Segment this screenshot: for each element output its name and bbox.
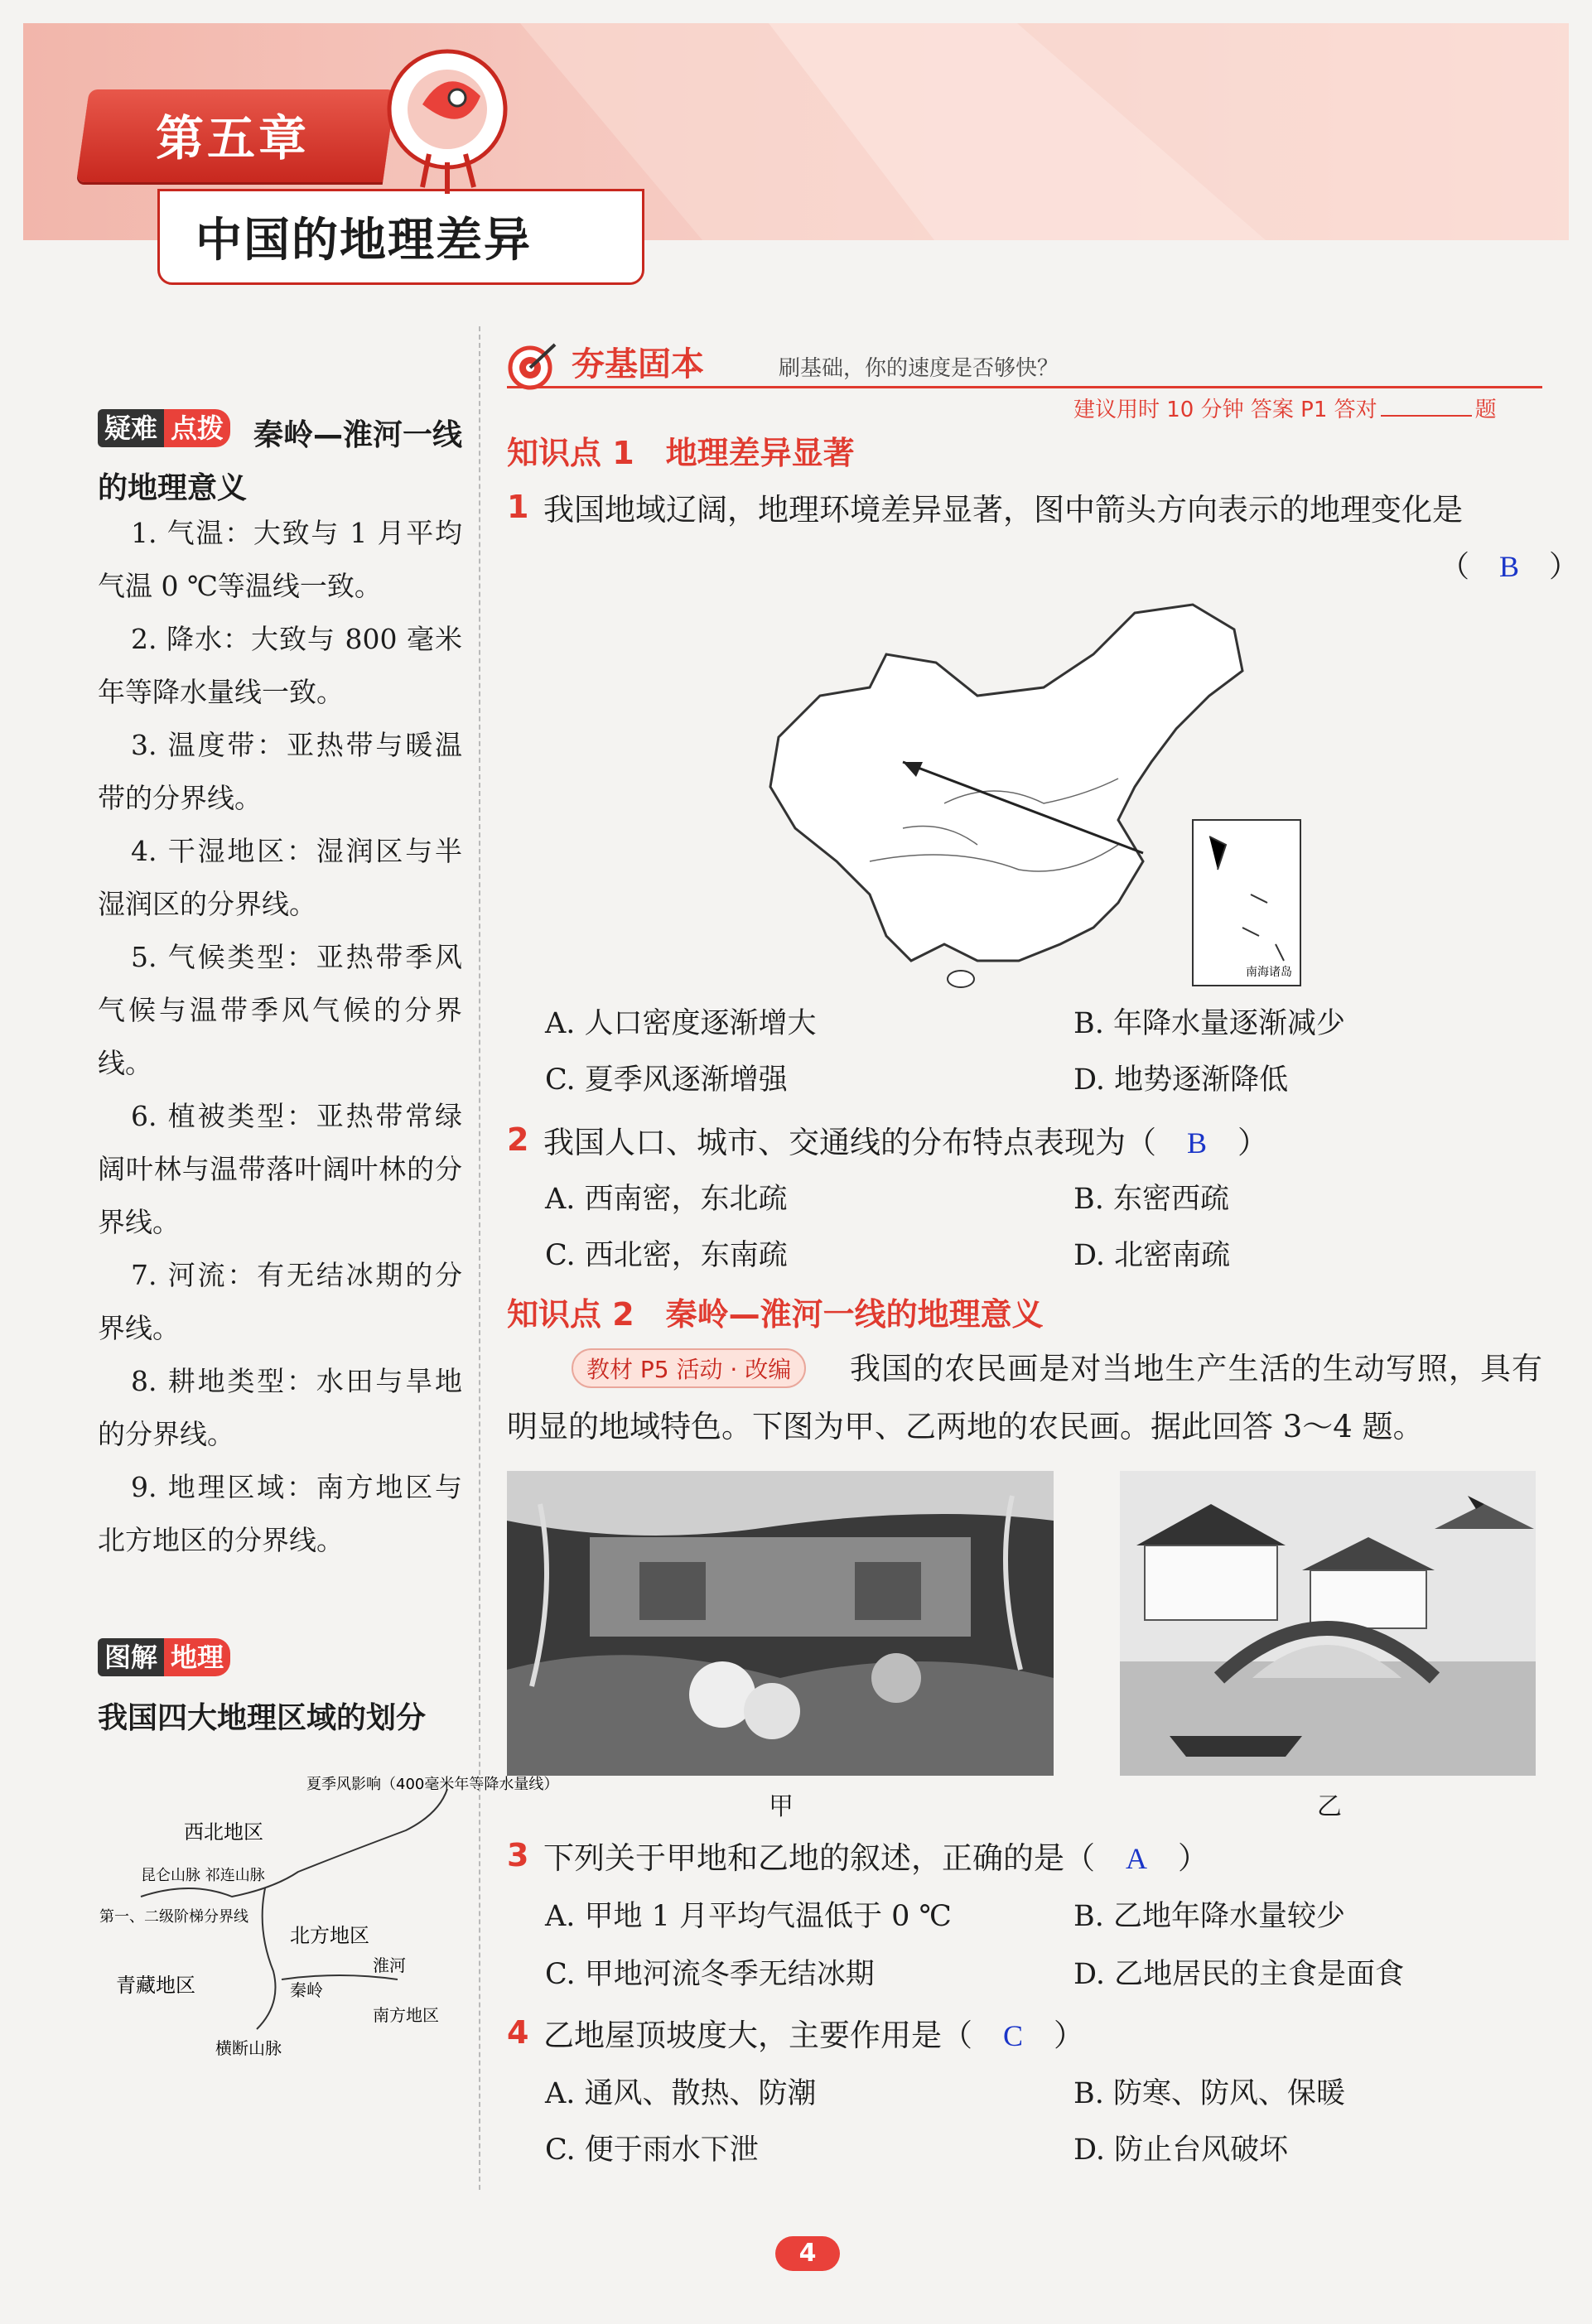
hengduan-label: 横断山脉 (215, 2038, 282, 2058)
four-regions-diagram (91, 1756, 559, 2079)
question-number: 4 (507, 2014, 529, 2051)
question-stem: 下列关于甲地和乙地的叙述，正确的是（ (543, 1840, 1095, 1876)
option-c[interactable]: C. 甲地河流冬季无结冰期 (545, 1958, 875, 1991)
tip-item: 8. 耕地类型：水田与旱地的分界线。 (98, 1365, 462, 1450)
kunlun-qilian-label: 昆仑山脉 祁连山脉 (141, 1867, 265, 1884)
option-c[interactable]: C. 便于雨水下泄 (545, 2134, 759, 2167)
option-b[interactable]: B. 防寒、防风、保暖 (1073, 2077, 1345, 2110)
tip-tag-dark: 疑难 (98, 409, 164, 447)
tip-tag-red: 点拨 (164, 409, 230, 447)
tip-item: 1. 气温：大致与 1 月平均气温 0 ℃等温线一致。 (98, 517, 462, 602)
tip-item: 4. 干湿地区：湿润区与半湿润区的分界线。 (98, 835, 462, 920)
answer-paren: （ B ） (1440, 550, 1580, 584)
tip-list (98, 507, 462, 1567)
column-divider (479, 326, 480, 2190)
section-subtitle: 刷基础，你的速度是否够快？ (779, 356, 1059, 381)
question-number: 1 (507, 489, 529, 525)
option-a[interactable]: A. 通风、散热、防潮 (545, 2077, 817, 2110)
question-text (543, 1118, 1268, 1168)
option-c[interactable]: C. 夏季风逐渐增强 (545, 1063, 788, 1097)
option-b[interactable]: B. 年降水量逐渐减少 (1073, 1007, 1345, 1040)
meta-prefix: 建议用时 10 分钟 答案 P1 答对 (1073, 398, 1377, 422)
monsoon-line-label: 夏季风影响（400毫米年等降水量线） (306, 1776, 559, 1793)
question-stem: 乙地屋顶坡度大，主要作用是（ (543, 2018, 972, 2053)
question-stem-end: ） (1054, 2018, 1085, 2053)
question-text: 我国地域辽阔，地理环境差异显著，图中箭头方向表示的地理变化是 (543, 492, 1463, 528)
option-b[interactable]: B. 乙地年降水量较少 (1073, 1900, 1345, 1933)
target-icon (507, 340, 558, 391)
option-b[interactable]: B. 东密西疏 (1073, 1183, 1229, 1216)
tip-item: 9. 地理区域：南方地区与北方地区的分界线。 (98, 1471, 462, 1556)
meta-suffix: 题 (1474, 398, 1497, 422)
option-d[interactable]: D. 北密南疏 (1073, 1239, 1231, 1272)
answer-mark: B (1187, 1126, 1208, 1160)
diagram-tag-red: 地理 (164, 1638, 230, 1676)
option-d[interactable]: D. 防止台风破坏 (1073, 2134, 1289, 2167)
textbook-source-tag: 教材 P5 活动 · 改编 (572, 1348, 806, 1388)
tip-item: 3. 温度带：亚热带与暖温带的分界线。 (98, 729, 462, 814)
option-d[interactable]: D. 乙地居民的主食是面食 (1073, 1958, 1405, 1991)
huaihe-label: 淮河 (373, 1955, 406, 1975)
correct-count-blank[interactable] (1381, 415, 1472, 417)
answer-mark: A (1126, 1842, 1147, 1875)
answer-mark: B (1499, 550, 1520, 583)
peasant-painting-jia (507, 1471, 1054, 1776)
answer-mark: C (1003, 2019, 1024, 2052)
option-a[interactable]: A. 西南密，东北疏 (545, 1183, 788, 1216)
section-meta (1073, 393, 1497, 423)
question-text (543, 2011, 1084, 2061)
china-map (745, 596, 1325, 994)
region-qingzang: 青藏地区 (116, 1974, 195, 1997)
option-d[interactable]: D. 地势逐渐降低 (1073, 1063, 1289, 1097)
region-north: 北方地区 (290, 1924, 369, 1947)
option-a[interactable]: A. 甲地 1 月平均气温低于 0 ℃ (545, 1900, 952, 1933)
option-a[interactable]: A. 人口密度逐渐增大 (545, 1007, 817, 1040)
knowledge-point-1: 知识点 1 地理差异显著 (507, 435, 855, 471)
question-stem: 我国人口、城市、交通线的分布特点表现为（ (543, 1125, 1156, 1160)
caption-yi: 乙 (1317, 1792, 1342, 1821)
material-intro: 我国的农民画是对当地生产生活的生动写照，具有明显的地域特色。下图为甲、乙两地的农民画。据此回答 3～4 题。 (507, 1351, 1542, 1444)
question-text (543, 1834, 1208, 1883)
region-northwest: 西北地区 (184, 1820, 263, 1844)
page-number: 4 (775, 2236, 840, 2271)
question-stem-end: ） (1178, 1840, 1208, 1876)
tip-heading: 秦岭—淮河一线的地理意义 (98, 418, 463, 505)
diagram-heading: 我国四大地理区域的划分 (98, 1701, 427, 1735)
knowledge-point-2: 知识点 2 秦岭—淮河一线的地理意义 (507, 1296, 1044, 1333)
peasant-painting-yi (1120, 1471, 1536, 1776)
tip-item: 7. 河流：有无结冰期的分界线。 (98, 1259, 462, 1344)
tip-item: 6. 植被类型：亚热带常绿阔叶林与温带落叶阔叶林的分界线。 (98, 1100, 462, 1238)
question-number: 2 (507, 1121, 529, 1158)
tip-item: 5. 气候类型：亚热带季风气候与温带季风气候的分界线。 (98, 941, 462, 1079)
question-stem-end: ） (1237, 1125, 1269, 1160)
tip-item: 2. 降水：大致与 800 毫米年等降水量线一致。 (98, 623, 462, 708)
diagram-tag (98, 1638, 230, 1676)
section-title: 夯基固本 (572, 345, 704, 383)
section-rule (507, 386, 1542, 388)
rocket-mascot-icon (364, 30, 530, 195)
option-c[interactable]: C. 西北密，东南疏 (545, 1239, 788, 1272)
ladder-label: 第一、二级阶梯分界线 (99, 1908, 248, 1926)
caption-jia: 甲 (769, 1792, 794, 1821)
diagram-tag-dark: 图解 (98, 1638, 164, 1676)
qinling-label: 秦岭 (290, 1980, 323, 2000)
map-inset-label: 南海诸岛 (1246, 966, 1292, 979)
region-south: 南方地区 (373, 2005, 439, 2025)
chapter-title: 中国的地理差异 (195, 214, 532, 268)
question-number: 3 (507, 1837, 529, 1873)
chapter-label: 第五章 (156, 110, 311, 166)
